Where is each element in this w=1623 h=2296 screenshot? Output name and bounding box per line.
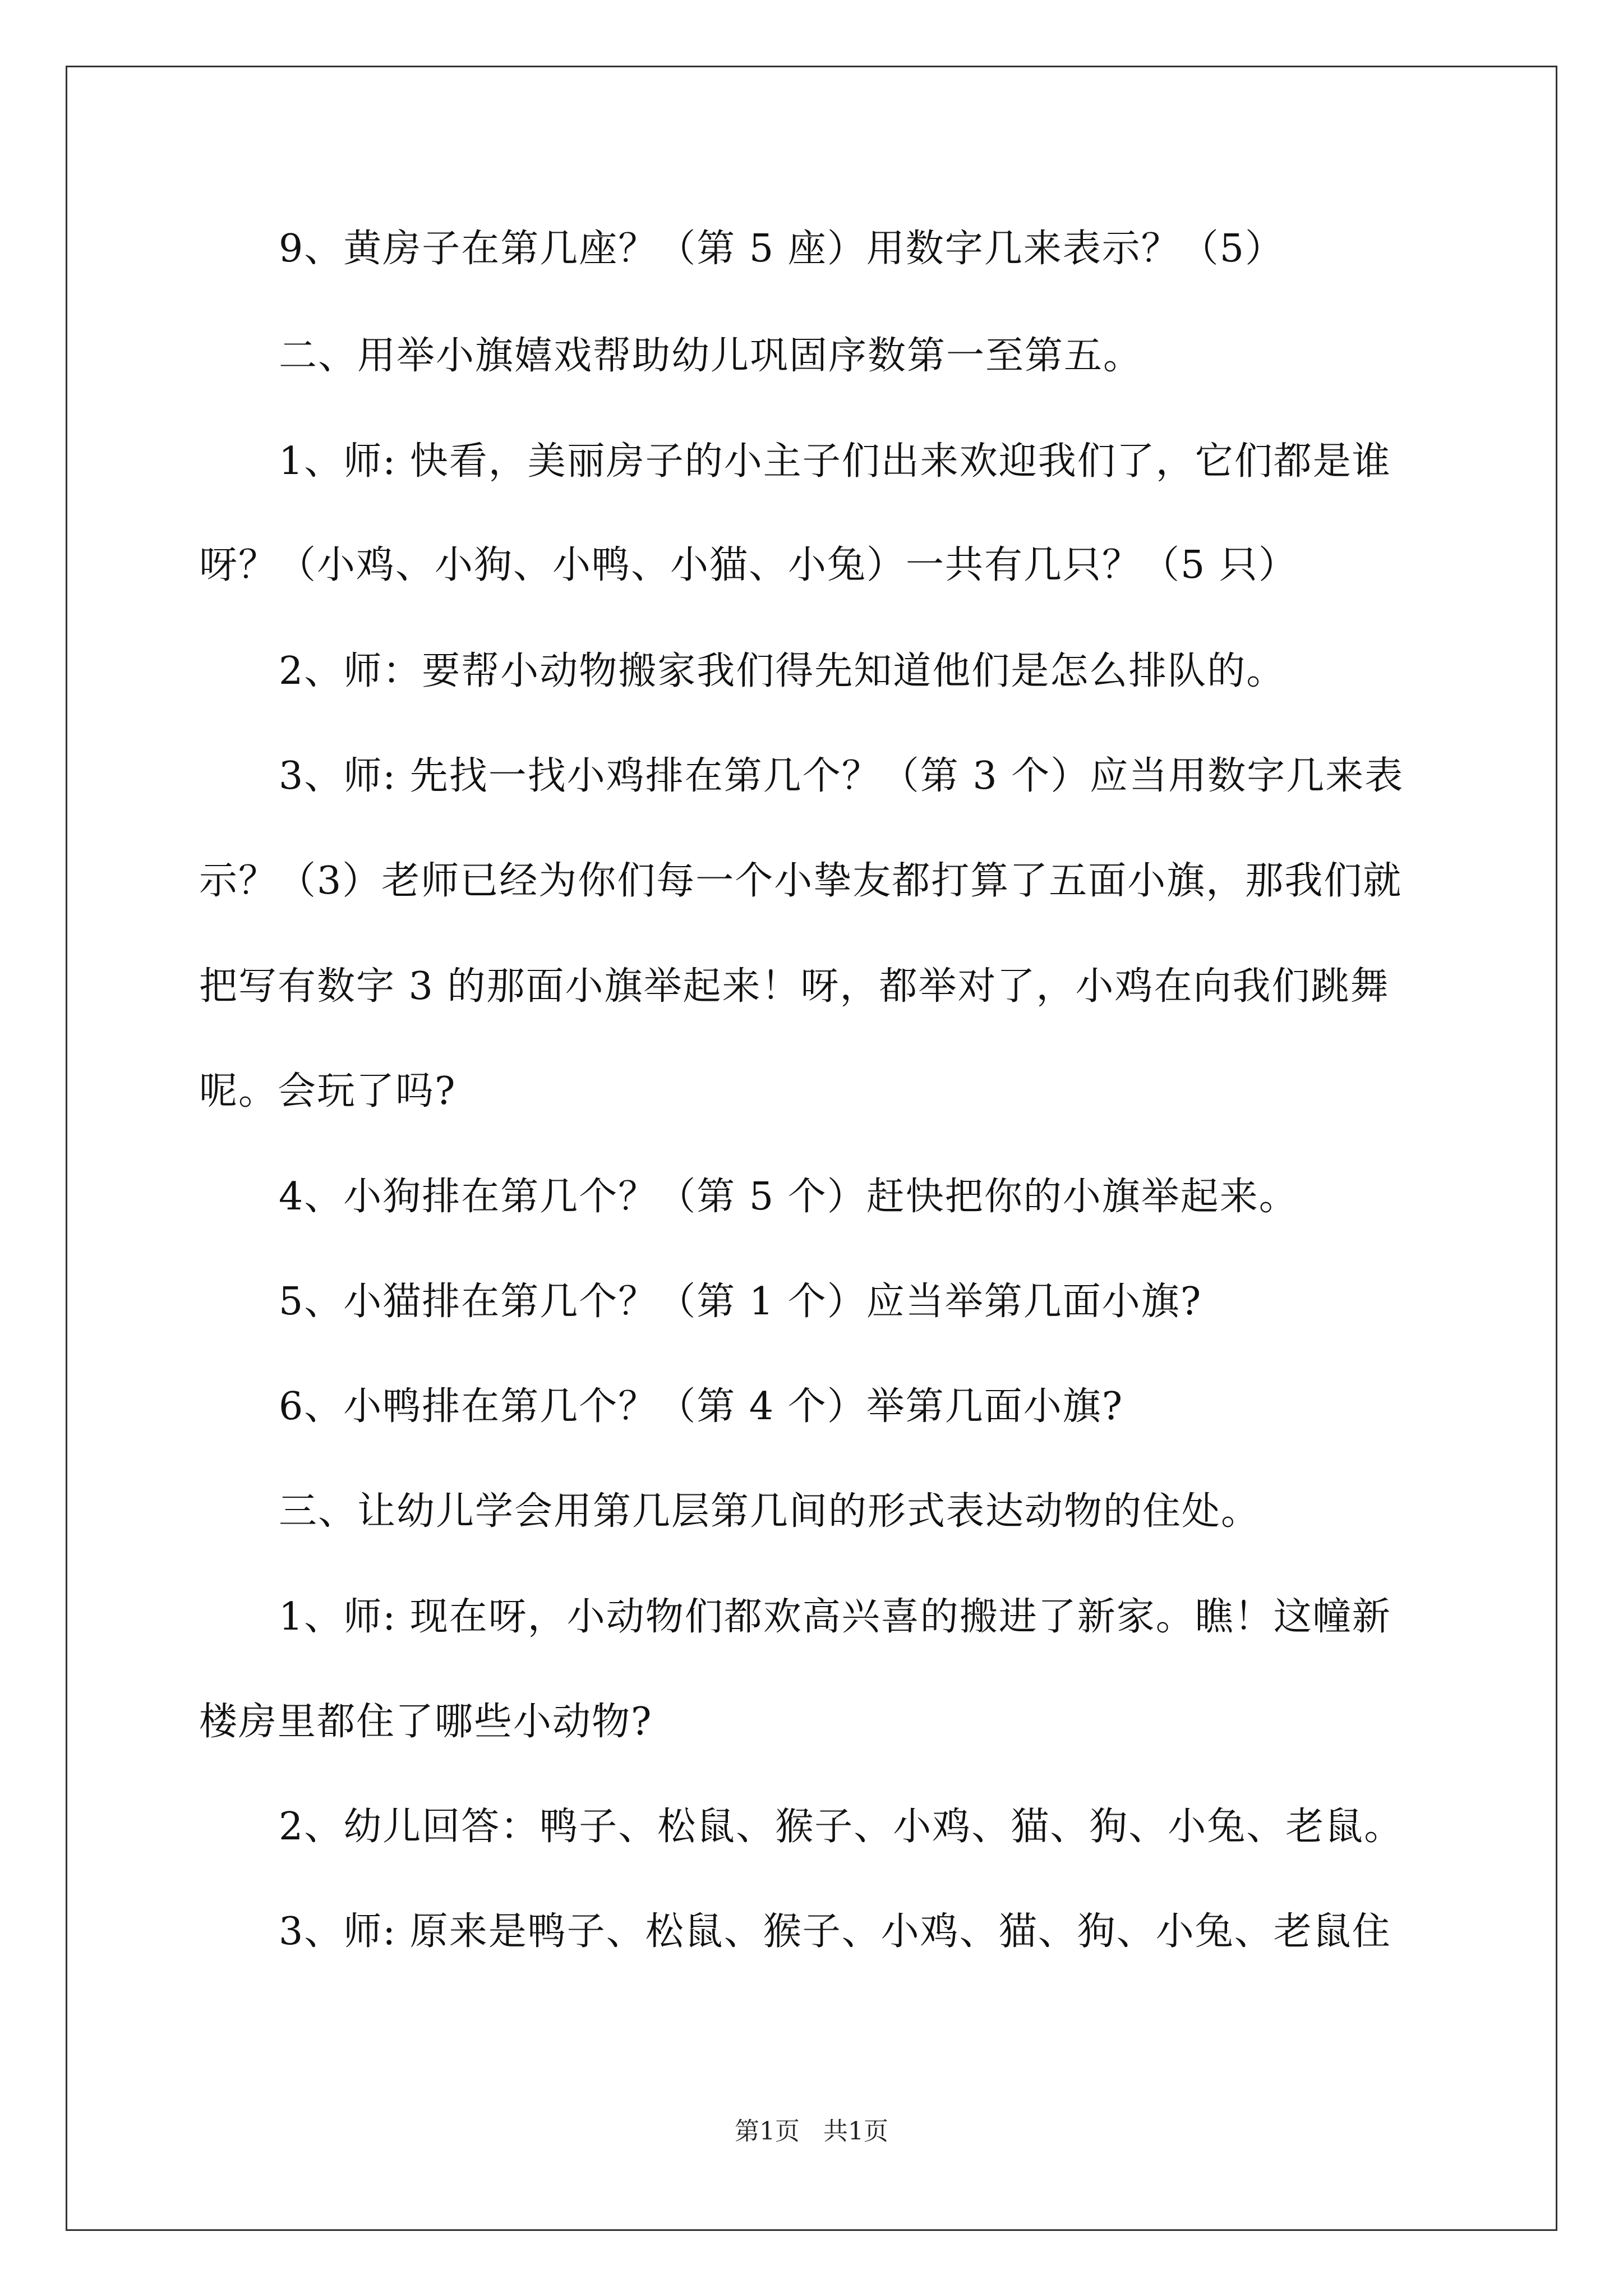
text-line: 三、让幼儿学会用第几层第几间的形式表达动物的住处。	[279, 1489, 1261, 1534]
text-line: 1、师: 快看，美丽房子的小主子们出来欢迎我们了，它们都是谁	[279, 439, 1391, 484]
text-line: 6、小鸭排在第几个？（第 4 个）举第几面小旗?	[279, 1384, 1124, 1429]
text-line: 示？（3）老师已经为你们每一个小挚友都打算了五面小旗，那我们就	[199, 859, 1403, 903]
page-border	[66, 66, 1557, 2231]
page-footer: 第1页 共1页	[735, 2117, 888, 2146]
text-line: 呢。会玩了吗?	[199, 1069, 457, 1114]
text-line: 9、黄房子在第几座？（第 5 座）用数字几来表示？（5）	[279, 227, 1285, 271]
text-line: 楼房里都住了哪些小动物?	[199, 1700, 653, 1744]
text-line: 1、师: 现在呀，小动物们都欢高兴喜的搬进了新家。瞧！这幢新	[279, 1595, 1391, 1639]
text-line: 呀？（小鸡、小狗、小鸭、小猫、小兔）一共有几只？（5 只）	[199, 543, 1298, 587]
text-line: 5、小猫排在第几个？（第 1 个）应当举第几面小旗?	[279, 1280, 1202, 1324]
text-line: 把写有数字 3 的那面小旗举起来！呀，都举对了，小鸡在向我们跳舞	[199, 964, 1390, 1009]
text-line: 2、幼儿回答：鸭子、松鼠、猴子、小鸡、猫、狗、小兔、老鼠。	[279, 1805, 1404, 1849]
text-line: 3、师: 原来是鸭子、松鼠、猴子、小鸡、猫、狗、小兔、老鼠住	[279, 1910, 1391, 1954]
text-line: 3、师: 先找一找小鸡排在第几个？（第 3 个）应当用数字几来表	[279, 754, 1404, 798]
text-line: 2、师：要帮小动物搬家我们得先知道他们是怎么排队的。	[279, 649, 1286, 693]
text-line: 4、小狗排在第几个？（第 5 个）赶快把你的小旗举起来。	[279, 1175, 1298, 1219]
text-line: 二、用举小旗嬉戏帮助幼儿巩固序数第一至第五。	[279, 334, 1143, 378]
